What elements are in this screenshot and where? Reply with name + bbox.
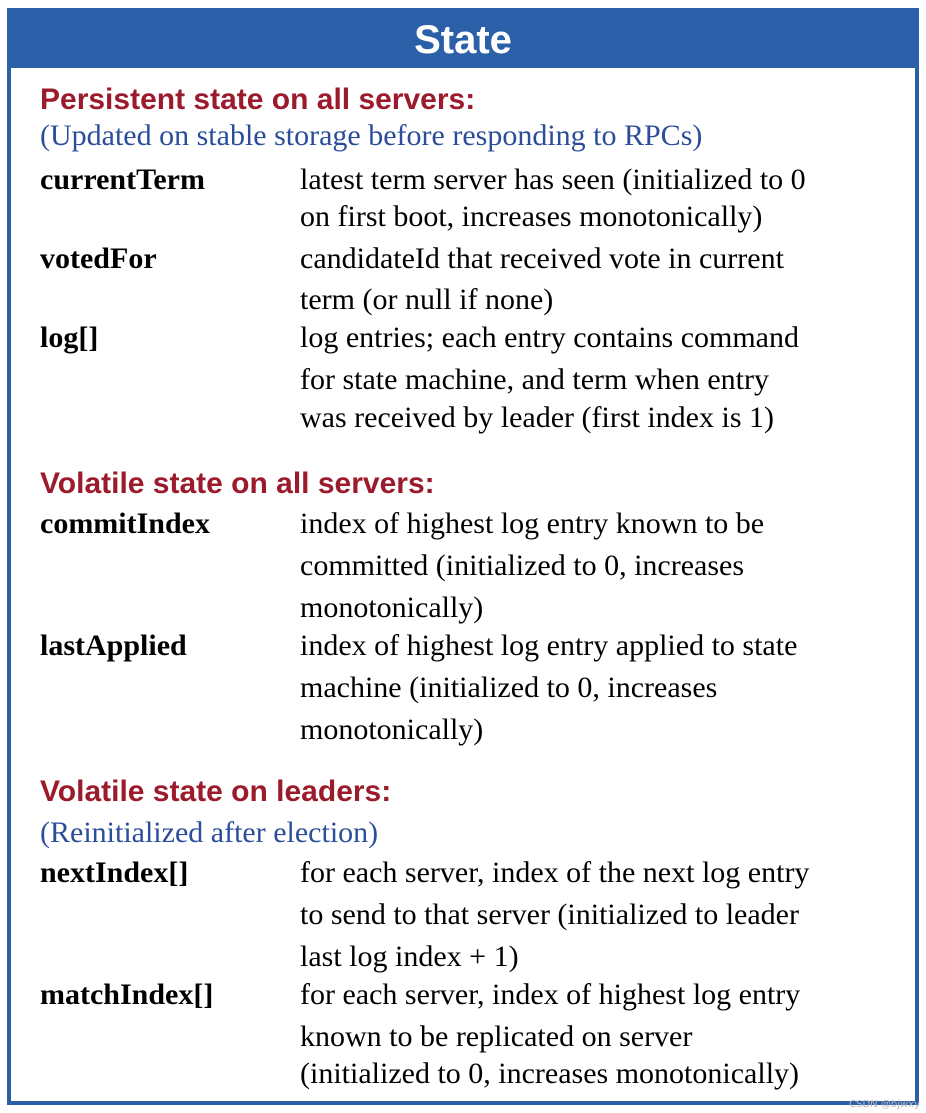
watermark-text: CSDN @bjwxy <box>849 1099 920 1110</box>
field-desc-line: for each server, index of the next log entry <box>300 856 810 889</box>
section-heading-volatile-leaders: Volatile state on leaders: <box>40 775 392 808</box>
field-desc-line: for state machine, and term when entry <box>300 363 769 396</box>
section-note-persistent: (Updated on stable storage before responding to RPCs) <box>40 119 703 152</box>
field-name-votedfor: votedFor <box>40 242 157 275</box>
field-name-commitindex: commitIndex <box>40 507 210 540</box>
field-desc-line: machine (initialized to 0, increases <box>300 671 718 704</box>
field-desc-line: known to be replicated on server <box>300 1020 693 1053</box>
field-name-lastapplied: lastApplied <box>40 629 187 662</box>
field-desc-line: on first boot, increases monotonically) <box>300 200 763 233</box>
field-desc-line: latest term server has seen (initialized to 0 <box>300 163 806 196</box>
field-desc-line: index of highest log entry applied to state <box>300 629 798 662</box>
field-desc-line: term (or null if none) <box>300 283 554 316</box>
field-desc-line: to send to that server (initialized to leader <box>300 898 799 931</box>
field-desc-line: candidateId that received vote in current <box>300 242 784 275</box>
field-name-nextindex: nextIndex[] <box>40 856 189 889</box>
section-heading-volatile-all: Volatile state on all servers: <box>40 467 435 500</box>
section-heading-persistent: Persistent state on all servers: <box>40 83 476 116</box>
field-desc-line: index of highest log entry known to be <box>300 507 765 540</box>
field-name-log: log[] <box>40 321 99 354</box>
title-bar <box>11 12 915 68</box>
field-desc-line: committed (initialized to 0, increases <box>300 549 745 582</box>
field-desc-line: was received by leader (first index is 1) <box>300 401 774 434</box>
field-desc-line: for each server, index of highest log entry <box>300 978 801 1011</box>
field-desc-line: last log index + 1) <box>300 940 519 973</box>
field-name-matchindex: matchIndex[] <box>40 978 214 1011</box>
card-title: State <box>414 18 512 62</box>
section-note-leaders: (Reinitialized after election) <box>40 816 379 849</box>
field-desc-line: (initialized to 0, increases monotonically) <box>300 1057 800 1090</box>
field-desc-line: log entries; each entry contains command <box>300 321 799 354</box>
field-desc-line: monotonically) <box>300 713 484 746</box>
field-name-currentterm: currentTerm <box>40 163 205 196</box>
field-desc-line: monotonically) <box>300 591 484 624</box>
